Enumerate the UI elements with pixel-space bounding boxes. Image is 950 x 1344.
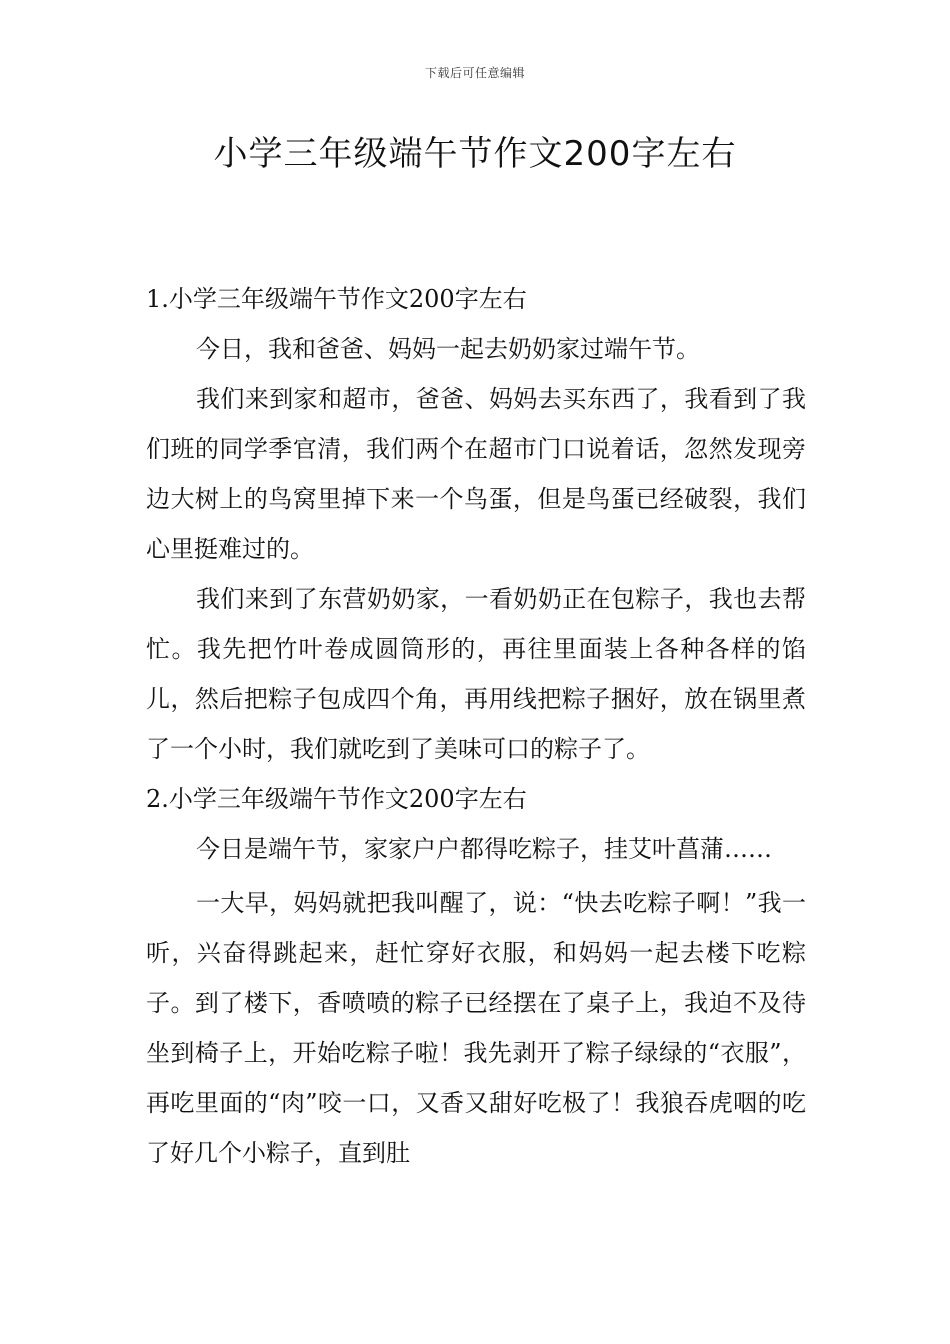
document-body <box>146 274 806 1178</box>
section-2-heading: 2.小学三年级端午节作文200字左右 <box>146 785 527 813</box>
section-1-paragraph-1: 今日，我和爸爸、妈妈一起去奶奶家过端午节。 <box>196 335 700 363</box>
section-1-paragraph-2: 我们来到家和超市，爸爸、妈妈去买东西了，我看到了我们班的同学季官清，我们两个在超市门口说着话，忽然发现旁边大树上的鸟窝里掉下来一个鸟蛋，但是鸟蛋已经破裂，我们心里挺难过的。 <box>146 385 806 563</box>
section-2-paragraph-1: 今日是端午节，家家户户都得吃粽子，挂艾叶菖蒲…… <box>196 835 772 863</box>
document-title: 小学三年级端午节作文200字左右 <box>213 134 737 174</box>
section-1-heading: 1.小学三年级端午节作文200字左右 <box>146 285 527 313</box>
section-2-paragraph-2: 一大早，妈妈就把我叫醒了，说：“快去吃粽子啊！”我一听，兴奋得跳起来，赶忙穿好衣服，和妈妈一起去楼下吃粽子。到了楼下，香喷喷的粽子已经摆在了桌子上，我迫不及待坐到椅子上，开始吃粽子啦！我先剥开了粽子绿绿的“衣服”，再吃里面的“肉”咬一口，又香又甜好吃极了！我狼吞虎咽的吃了好几个小粽子，直到肚 <box>146 889 806 1167</box>
header-note: 下载后可任意编辑 <box>424 66 525 80</box>
section-1-paragraph-3: 我们来到了东营奶奶家，一看奶奶正在包粽子，我也去帮忙。我先把竹叶卷成圆筒形的，再往里面装上各种各样的馅儿，然后把粽子包成四个角，再用线把粽子捆好，放在锅里煮了一个小时，我们就吃到了美味可口的粽子了。 <box>146 585 806 763</box>
